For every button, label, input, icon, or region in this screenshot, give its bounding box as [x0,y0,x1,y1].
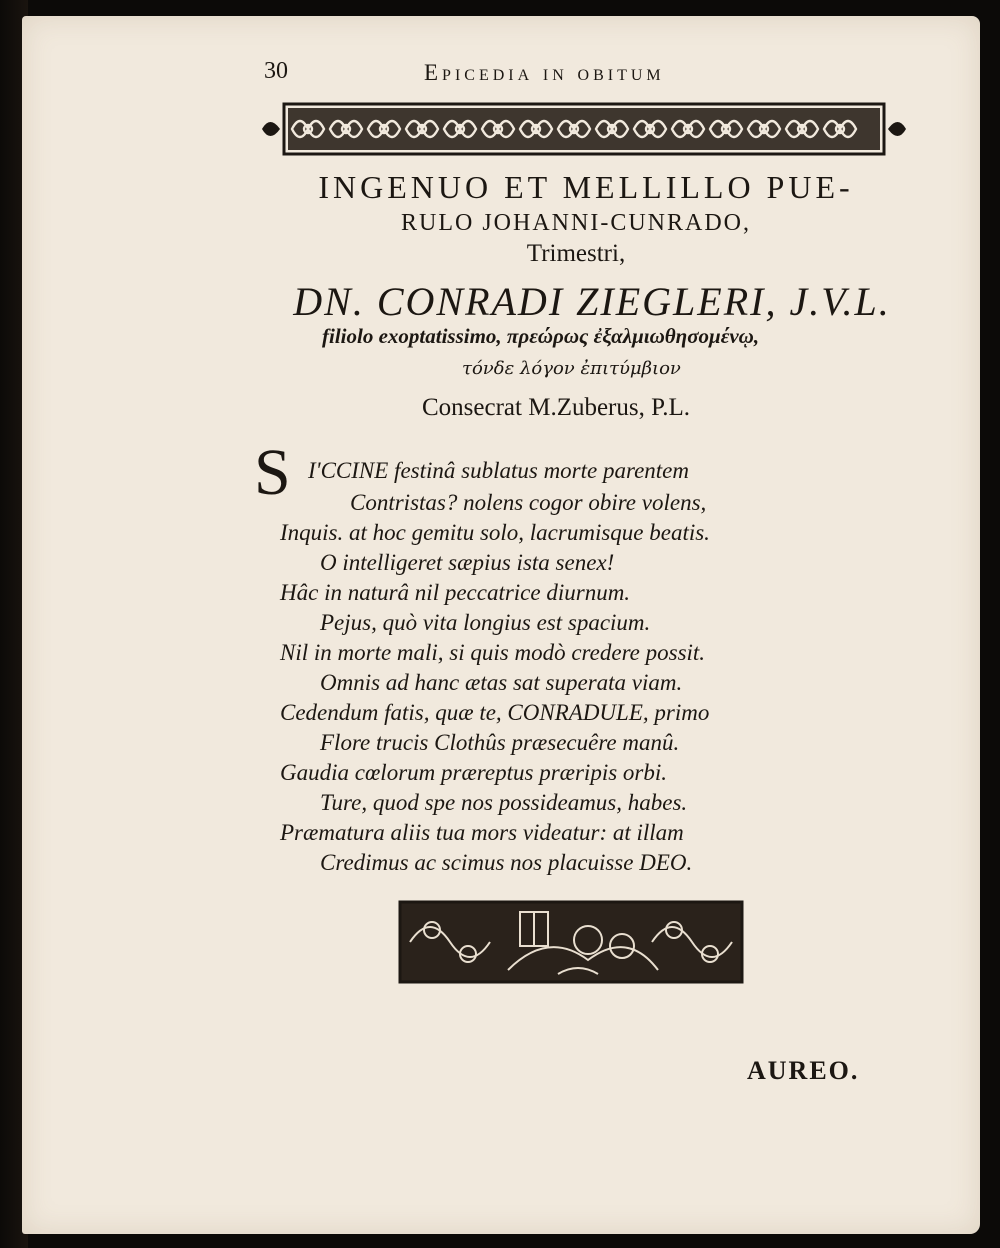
title-line-1: INGENUO ET MELLILLO PUE- [318,169,854,205]
author-line: Consecrat M.Zuberus, P.L. [422,394,691,421]
dedication-line-2: τόνδε λόγον ἐπιτύμβιον [462,358,681,379]
running-head: Epicedia in obitum [424,60,665,85]
verse-line: I'CCINE festinâ sublatus morte parentem [308,458,689,483]
verse-line: Flore trucis Clothûs præsecuêre manû. [320,730,680,755]
title-line-2: RULO JOHANNI-CUNRADO, [401,210,751,236]
book-page [22,16,980,1234]
verse-line: Omnis ad hanc ætas sat superata viam. [320,670,683,695]
ornamental-headpiece [258,98,910,160]
verse-line: Gaudia cœlorum præreptus præripis orbi. [280,760,668,785]
woodcut-tailpiece [398,900,744,984]
verse-line: Ture, quod spe nos possideamus, habes. [320,790,688,815]
drop-cap: S [254,436,291,509]
dedication-line-1: filiolo exoptatissimo, πρεώρως ἐξαλμιωθησομένῳ, [322,324,760,348]
page-header [264,58,804,98]
verse-line: Inquis. at hoc gemitu solo, lacrumisque beatis. [280,520,710,545]
dedicatee-name: DN. CONRADI ZIEGLERI, J.V.L. [293,279,891,324]
catchword: AUREO. [747,1056,860,1085]
verse-line: Credimus ac scimus nos placuisse DEO. [320,850,693,875]
verse-line: Præmatura aliis tua mors videatur: at illam [280,820,684,845]
verse-line: Nil in morte mali, si quis modò credere possit. [280,640,706,665]
verse-line: Contristas? nolens cogor obire volens, [350,490,707,515]
page-number: 30 [264,58,288,84]
title-line-3: Trimestri, [526,240,626,267]
verse-line: Hâc in naturâ nil peccatrice diurnum. [280,580,631,605]
verse-line: O intelligeret sæpius ista senex! [320,550,615,575]
verse-line: Pejus, quò vita longius est spacium. [320,610,651,635]
verse-line: Cedendum fatis, quæ te, CONRADULE, primo [280,700,710,725]
